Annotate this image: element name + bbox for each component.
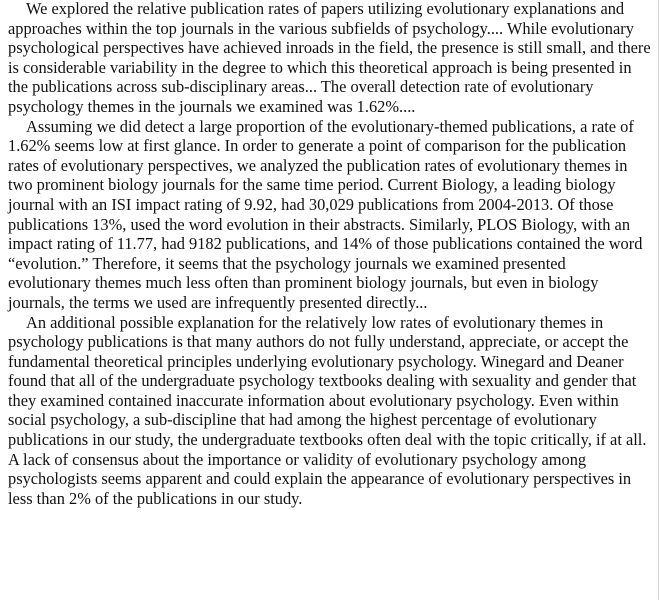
paragraph-2: Assuming we did detect a large proportion of the evolutionary-themed publications, a rate of 1.62% seems low at first glance. In order to generate a point of comparison for the publication rates of evolutionary perspectives, we analyzed the publication rates of evolutionary themes in two prominent biology journals for the same time period. Current Biology, a leading biology journal with an ISI impact rating of 9.92, had 30,029 publications from 2004-2013. Of those publications 13%, used the word evolution in their abstracts. Similarly, PLOS Biology, with an impact rating of 11.77, had 9182 publications, and 14% of those publications contained the word “evolution.” Therefore, it seems that the psychology journals we examined presented evolutionary themes much less often than prominent biology journals, but even in biology journals, the terms we used are infrequently presented directly...	[8, 116, 643, 312]
paragraph-1: We explored the relative publication rates of papers utilizing evolutionary explanations and approaches within the top journals in the various subfields of psychology.... While evolutionary psychological perspectives have achieved inroads in the field, the presence is still small, and there is considerable variability in the degree to which this theoretical approach is being presented in the publications across sub-disciplinary areas... The overall detection rate of evolutionary psychology themes in the journals we examined was 1.62%....	[8, 0, 651, 116]
paragraph-3: An additional possible explanation for the relatively low rates of evolutionary themes in psychology publications is that many authors do not fully understand, appreciate, or accept the fundamental theoretical principles underlying evolutionary psychology. Winegard and Deaner found that all of the undergraduate psychology textbooks dealing with sexuality and gender that they examined contained inaccurate information about evolutionary psychology. Even within social psychology, a sub-discipline that had among the highest percentage of evolutionary publications in our study, the undergraduate textbooks often deal with the topic critically, if at all. A lack of consensus about the importance or validity of evolutionary psychology among psychologists seems apparent and could explain the appearance of evolutionary perspectives in less than 2% of the publications in our study.	[8, 312, 647, 508]
